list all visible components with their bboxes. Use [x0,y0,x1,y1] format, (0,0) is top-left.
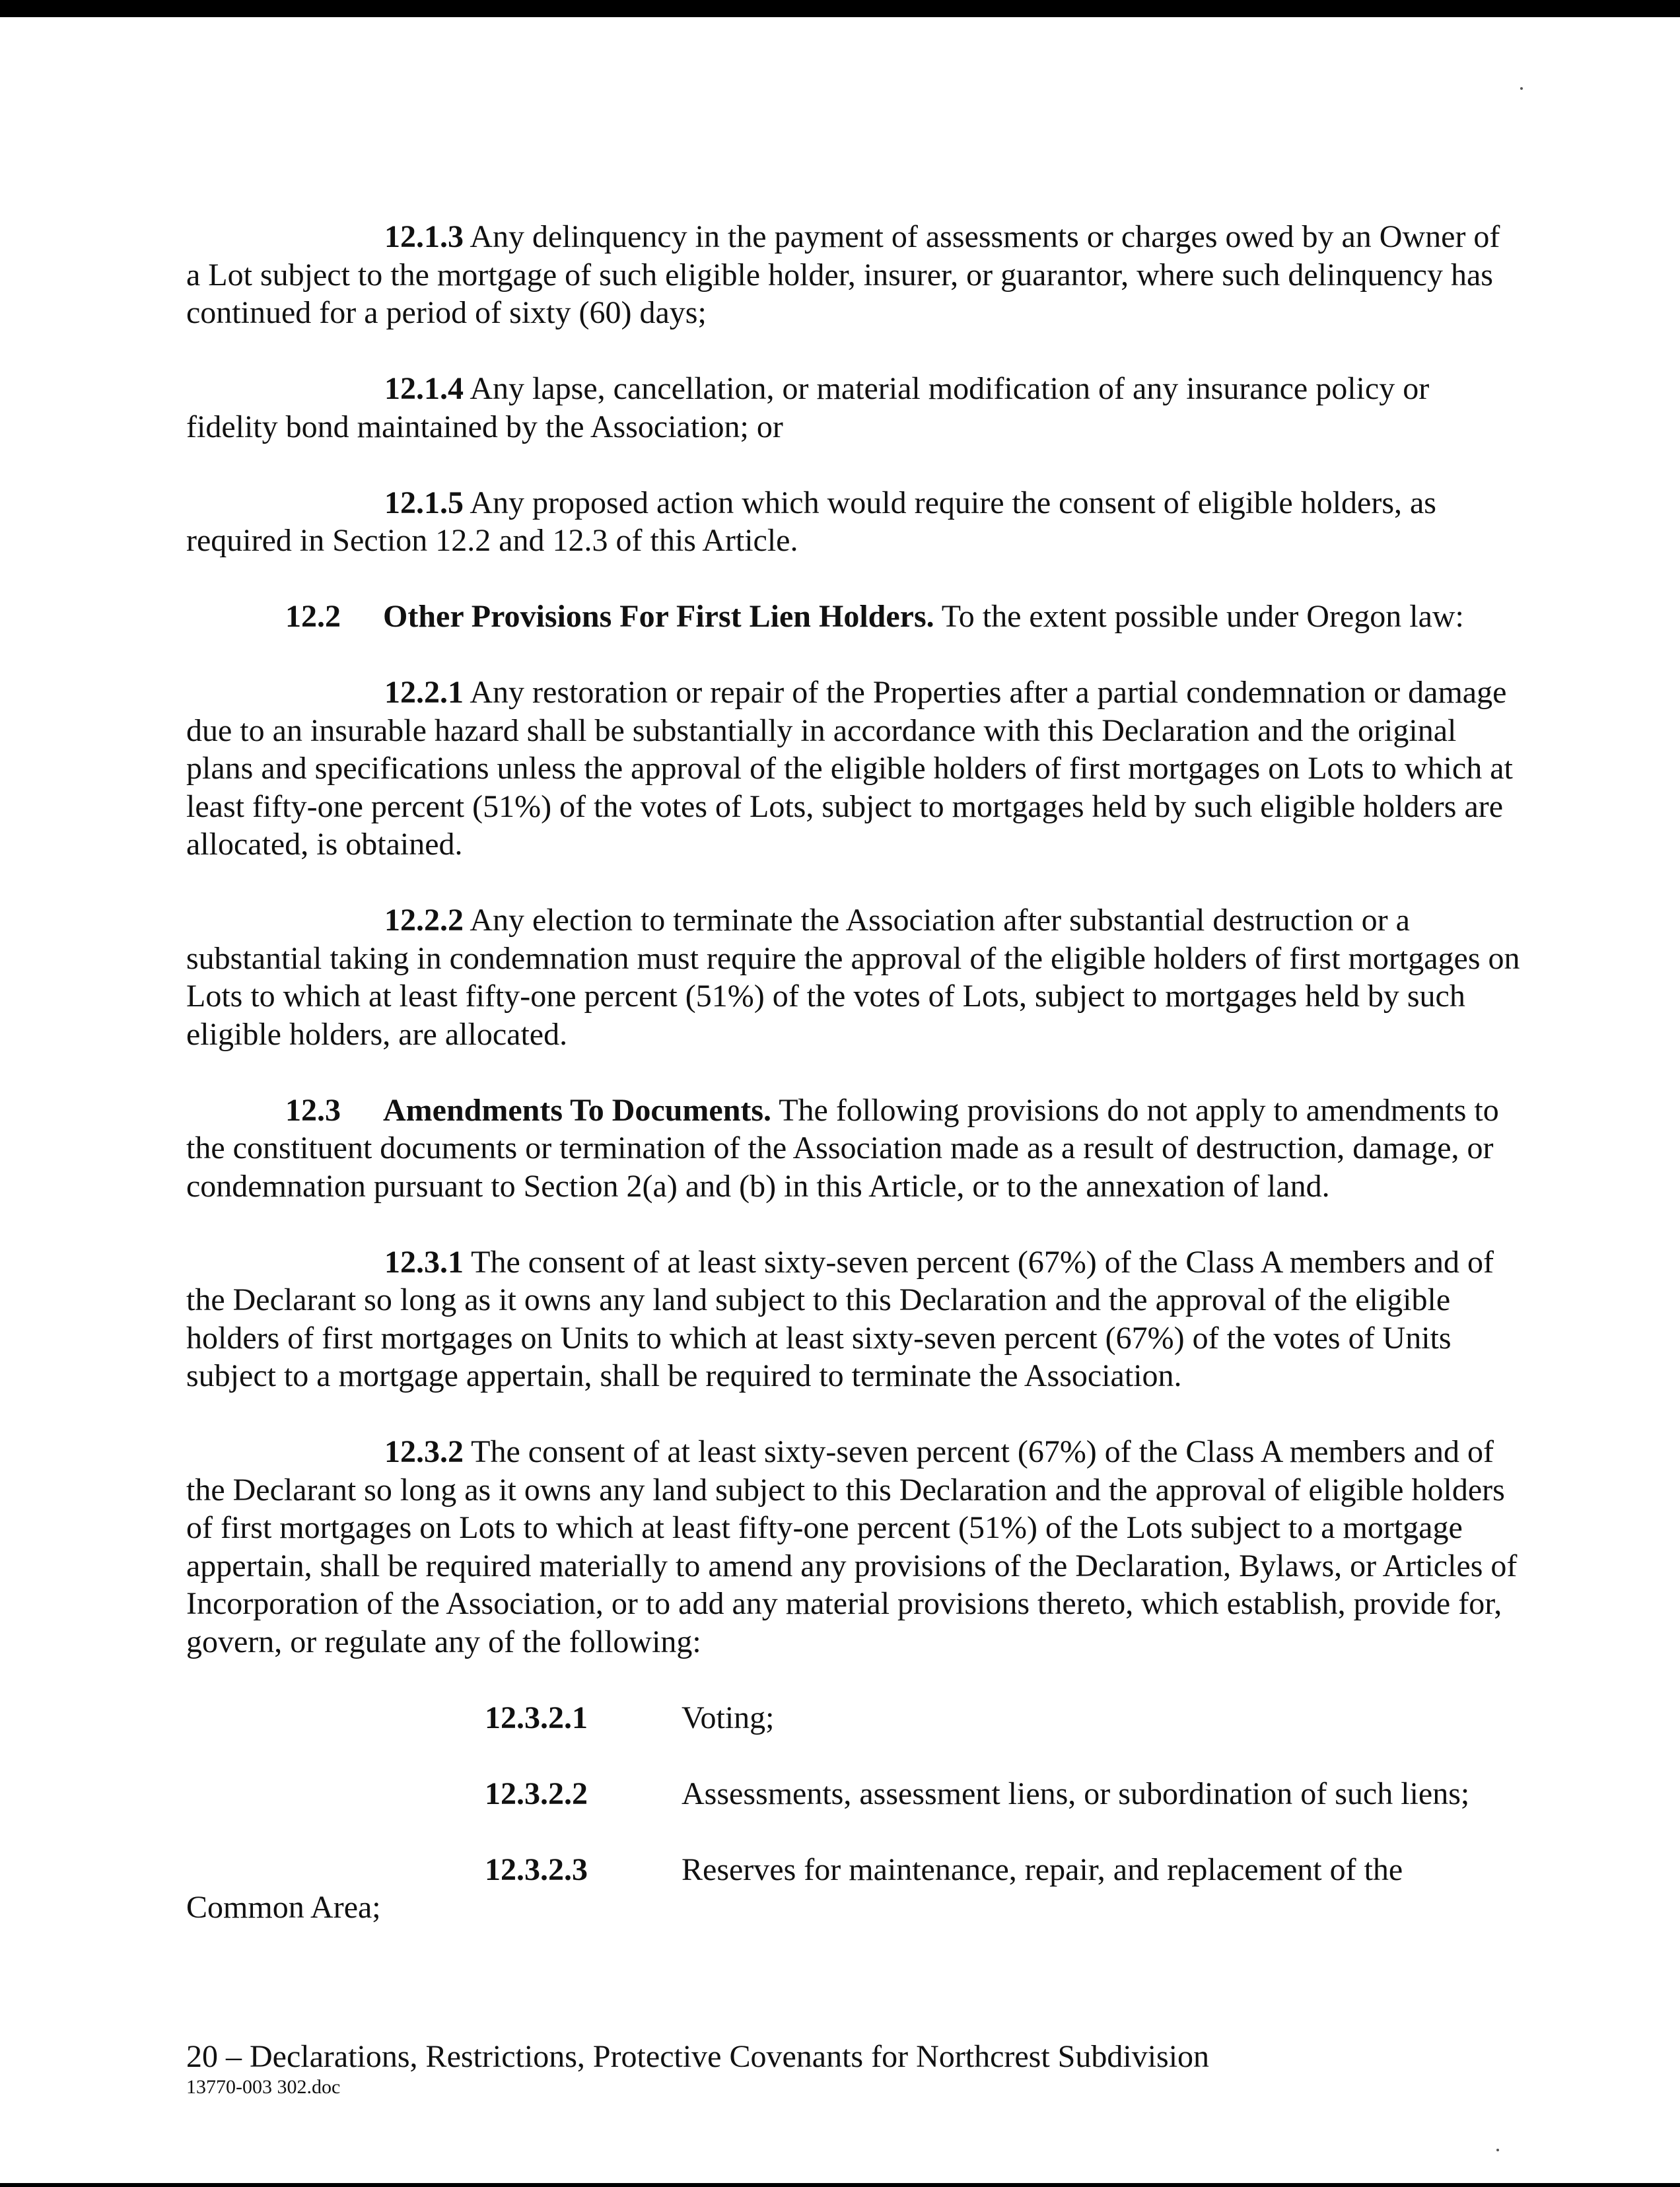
section-number: 12.1.3 [384,219,464,254]
section-title: Amendments To Documents. [383,1092,772,1128]
section-12-3-2 [186,1433,1520,1661]
section-text: Any delinquency in the payment of assessments or charges owed by an Owner of a Lot subject to the mortgage of such eligible holder, insurer, or guarantor, where such delinquency has continued for a period of sixty (60) days; [186,219,1500,330]
list-item-number: 12.3.2.1 [485,1700,588,1735]
section-number: 12.3.2 [384,1434,464,1469]
section-text: Any lapse, cancellation, or material modification of any insurance policy or fidelity bond maintained by the Association; or [186,371,1430,444]
section-12-3 [186,1092,1520,1206]
section-text: To the extent possible under Oregon law: [941,599,1464,634]
scan-top-border [0,0,1680,17]
section-12-3-1 [186,1243,1520,1395]
list-item-12-3-2-3 [186,1851,1520,1925]
section-12-2 [186,598,1520,636]
list-item-number: 12.3.2.2 [485,1776,588,1811]
section-number: 12.3.1 [384,1244,464,1280]
section-number: 12.2 [285,599,341,634]
section-12-2-1 [186,674,1520,864]
scan-bottom-border [0,2183,1680,2187]
footer-doc-id: 13770-003 302.doc [186,2076,341,2098]
section-title: Other Provisions For First Lien Holders. [383,599,934,634]
section-text: Any restoration or repair of the Properties after a partial condemnation or damage due to an insurable hazard shall be substantially in accordance with this Declaration and the original plans and specifications unless the approval of the eligible holders of first mortgages on Lots to which at least fifty-one percent (51%) of the votes of Lots, subject to mortgages held by such eligible holders are allocated, is obtained. [186,675,1513,862]
section-12-1-3 [186,218,1520,332]
section-12-2-2 [186,901,1520,1053]
document-body [186,218,1520,1927]
page-footer [186,2038,1520,2099]
list-item-text: Assessments, assessment liens, or subordination of such liens; [682,1776,1470,1811]
section-12-1-4 [186,370,1520,446]
list-item-continuation: Common Area; [186,1890,381,1925]
scan-speck [1520,87,1523,90]
section-12-1-5 [186,484,1520,560]
section-number: 12.2.1 [384,675,464,710]
section-text: Any election to terminate the Association after substantial destruction or a substantial taking in condemnation must require the approval of the eligible holders of first mortgages on Lots to which at least fifty-one percent (51%) of the votes of Lots, subject to mortgages held by such eligible holders, are allocated. [186,903,1520,1052]
footer-title: 20 – Declarations, Restrictions, Protective Covenants for Northcrest Subdivision [186,2039,1210,2074]
list-item-12-3-2-2 [186,1775,1520,1813]
list-item-number: 12.3.2.3 [485,1852,588,1887]
section-number: 12.2.2 [384,903,464,938]
section-text: The consent of at least sixty-seven percent (67%) of the Class A members and of the Declarant so long as it owns any land subject to this Declaration and the approval of eligible holders of first mortgages on Lots to which at least fifty-one percent (51%) of the Lots subject to a mortgage appertain, shall be required materially to amend any provisions of the Declaration, Bylaws, or Articles of Incorporation of the Association, or to add any material provisions thereto, which establish, provide for, govern, or regulate any of the following: [186,1434,1518,1659]
scan-speck [1496,2149,1499,2151]
list-item-text: Reserves for maintenance, repair, and replacement of the [682,1852,1403,1887]
section-number: 12.3 [285,1092,341,1128]
section-text: Any proposed action which would require the consent of eligible holders, as required in Section 12.2 and 12.3 of this Article. [186,485,1436,558]
section-number: 12.1.4 [384,371,464,406]
list-item-12-3-2-1 [186,1699,1520,1737]
section-text: The following provisions do not apply to amendments to the constituent documents or termination of the Association made as a result of destruction, damage, or condemnation pursuant to Section 2(a) and (b) in this Article, or to the annexation of land. [186,1092,1499,1204]
section-number: 12.1.5 [384,485,464,520]
section-text: The consent of at least sixty-seven percent (67%) of the Class A members and of the Declarant so long as it owns any land subject to this Declaration and the approval of the eligible holders of first mortgages on Units to which at least sixty-seven percent (67%) of the votes of Units subject to a mortgage appertain, shall be required to terminate the Association. [186,1244,1494,1393]
list-item-text: Voting; [682,1700,775,1735]
